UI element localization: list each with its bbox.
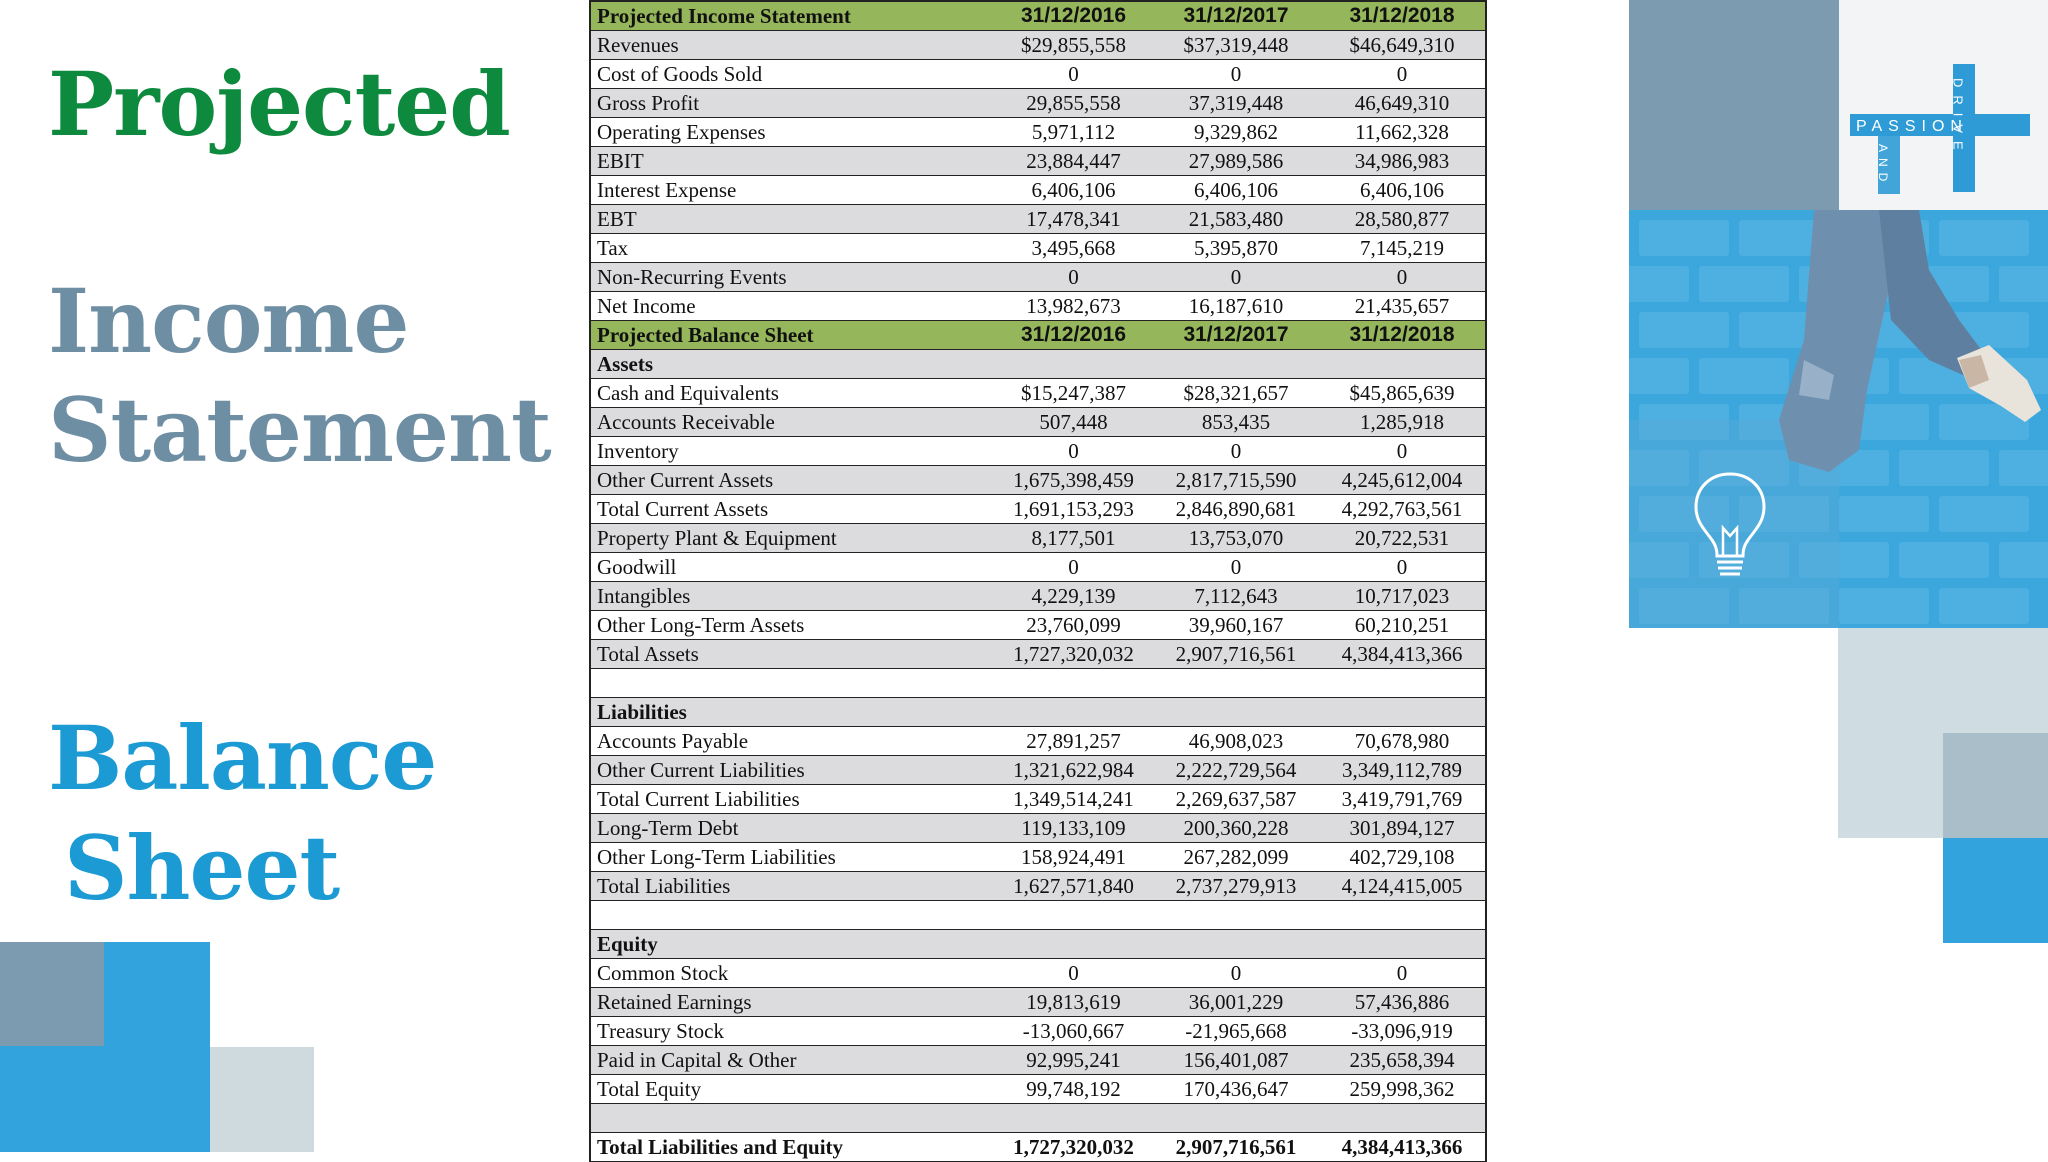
balance-sheet-row-property-plant-equipment xyxy=(589,524,1487,553)
row-label-cell: Cash and Equivalents xyxy=(589,379,992,408)
row-label-cell: Accounts Payable xyxy=(589,727,992,756)
balance-sheet-row-treasury-stock xyxy=(589,1017,1487,1046)
value-cell: 37,319,448 xyxy=(1155,89,1317,118)
deco-rect-gray-r2 xyxy=(1943,733,2048,838)
value-cell: 170,436,647 xyxy=(1155,1075,1317,1104)
value-cell xyxy=(1317,930,1487,959)
value-cell: 31/12/2016 xyxy=(992,1,1155,31)
balance-sheet-row-total-equity xyxy=(589,1075,1487,1104)
value-cell: 9,329,862 xyxy=(1155,118,1317,147)
value-cell: 34,986,983 xyxy=(1317,147,1487,176)
row-label-cell: Non-Recurring Events xyxy=(589,263,992,292)
value-cell: 1,627,571,840 xyxy=(992,872,1155,901)
row-label-cell: Inventory xyxy=(589,437,992,466)
value-cell: 4,384,413,366 xyxy=(1317,640,1487,669)
value-cell xyxy=(1317,350,1487,379)
balance-sheet-row-intangibles xyxy=(589,582,1487,611)
value-cell: 0 xyxy=(1155,553,1317,582)
balance-sheet-spacer-row xyxy=(589,669,1487,698)
value-cell: 13,753,070 xyxy=(1155,524,1317,553)
value-cell: 119,133,109 xyxy=(992,814,1155,843)
passion-drive-logo xyxy=(1850,64,2030,194)
balance-sheet-spacer-row xyxy=(589,901,1487,930)
value-cell: $28,321,657 xyxy=(1155,379,1317,408)
value-cell: 1,349,514,241 xyxy=(992,785,1155,814)
row-label-cell: Other Long-Term Liabilities xyxy=(589,843,992,872)
row-label-cell xyxy=(589,1104,992,1133)
value-cell: 4,229,139 xyxy=(992,582,1155,611)
value-cell: -33,096,919 xyxy=(1317,1017,1487,1046)
row-label-cell: Assets xyxy=(589,350,992,379)
value-cell: 6,406,106 xyxy=(1317,176,1487,205)
value-cell xyxy=(1317,901,1487,930)
title-income: Income xyxy=(48,269,409,373)
income-statement-row-non-recurring-events xyxy=(589,263,1487,292)
value-cell xyxy=(992,930,1155,959)
value-cell: 23,884,447 xyxy=(992,147,1155,176)
value-cell: $29,855,558 xyxy=(992,31,1155,60)
row-label-cell xyxy=(589,901,992,930)
value-cell: 200,360,228 xyxy=(1155,814,1317,843)
value-cell xyxy=(1317,669,1487,698)
value-cell: 2,907,716,561 xyxy=(1155,1133,1317,1162)
value-cell: 1,691,153,293 xyxy=(992,495,1155,524)
value-cell: 23,760,099 xyxy=(992,611,1155,640)
value-cell: $45,865,639 xyxy=(1317,379,1487,408)
value-cell: 0 xyxy=(1155,60,1317,89)
value-cell: -13,060,667 xyxy=(992,1017,1155,1046)
title-projected: Projected xyxy=(48,52,510,156)
value-cell: 156,401,087 xyxy=(1155,1046,1317,1075)
row-label-cell: Other Long-Term Assets xyxy=(589,611,992,640)
value-cell: 507,448 xyxy=(992,408,1155,437)
value-cell: 7,145,219 xyxy=(1317,234,1487,263)
value-cell: 28,580,877 xyxy=(1317,205,1487,234)
value-cell xyxy=(992,669,1155,698)
balance-sheet-row-other-long-term-liabilities xyxy=(589,843,1487,872)
title-balance: Balance xyxy=(48,706,437,810)
value-cell: 16,187,610 xyxy=(1155,292,1317,321)
deco-square-slate-bl xyxy=(0,942,104,1046)
value-cell: 6,406,106 xyxy=(992,176,1155,205)
value-cell: 4,245,612,004 xyxy=(1317,466,1487,495)
row-label-cell: Revenues xyxy=(589,31,992,60)
svg-text:PASSION: PASSION xyxy=(1856,118,1968,135)
balance-sheet-row-common-stock xyxy=(589,959,1487,988)
balance-sheet-row-total-liabilities xyxy=(589,872,1487,901)
value-cell: 0 xyxy=(992,60,1155,89)
row-label-cell: Total Liabilities and Equity xyxy=(589,1133,992,1162)
row-label-cell: EBIT xyxy=(589,147,992,176)
value-cell: 0 xyxy=(1317,437,1487,466)
value-cell: 31/12/2018 xyxy=(1317,321,1487,350)
income-statement-row-gross-profit xyxy=(589,89,1487,118)
value-cell: 4,292,763,561 xyxy=(1317,495,1487,524)
value-cell: 39,960,167 xyxy=(1155,611,1317,640)
row-label-cell: Projected Income Statement xyxy=(589,1,992,31)
row-label-cell: Property Plant & Equipment xyxy=(589,524,992,553)
balance-sheet-row-total-current-assets xyxy=(589,495,1487,524)
value-cell xyxy=(1155,901,1317,930)
value-cell xyxy=(1317,698,1487,727)
balance-sheet-row-goodwill xyxy=(589,553,1487,582)
value-cell: 70,678,980 xyxy=(1317,727,1487,756)
balance-sheet-row-equity xyxy=(589,930,1487,959)
row-label-cell: Goodwill xyxy=(589,553,992,582)
balance-sheet-row-other-long-term-assets xyxy=(589,611,1487,640)
row-label-cell: Retained Earnings xyxy=(589,988,992,1017)
row-label-cell: Cost of Goods Sold xyxy=(589,60,992,89)
value-cell: 21,435,657 xyxy=(1317,292,1487,321)
value-cell: 31/12/2018 xyxy=(1317,1,1487,31)
row-label-cell: Other Current Assets xyxy=(589,466,992,495)
value-cell: 4,384,413,366 xyxy=(1317,1133,1487,1162)
value-cell: $15,247,387 xyxy=(992,379,1155,408)
value-cell: 0 xyxy=(1155,263,1317,292)
value-cell: 402,729,108 xyxy=(1317,843,1487,872)
value-cell xyxy=(1155,350,1317,379)
value-cell xyxy=(1317,1104,1487,1133)
balance-sheet-row-other-current-assets xyxy=(589,466,1487,495)
value-cell: 21,583,480 xyxy=(1155,205,1317,234)
value-cell: 5,395,870 xyxy=(1155,234,1317,263)
value-cell: 5,971,112 xyxy=(992,118,1155,147)
balance-sheet-row-paid-in-capital-other xyxy=(589,1046,1487,1075)
row-label-cell: Paid in Capital & Other xyxy=(589,1046,992,1075)
deco-square-slate-tr xyxy=(1629,0,1839,210)
row-label-cell: Equity xyxy=(589,930,992,959)
row-label-cell: Projected Balance Sheet xyxy=(589,321,992,350)
value-cell xyxy=(1155,698,1317,727)
value-cell: 2,222,729,564 xyxy=(1155,756,1317,785)
value-cell: 31/12/2017 xyxy=(1155,321,1317,350)
balance-sheet-row-accounts-payable xyxy=(589,727,1487,756)
value-cell: 10,717,023 xyxy=(1317,582,1487,611)
row-label-cell: Gross Profit xyxy=(589,89,992,118)
balance-sheet-row-other-current-liabilities xyxy=(589,756,1487,785)
value-cell: 1,321,622,984 xyxy=(992,756,1155,785)
value-cell: 0 xyxy=(992,959,1155,988)
row-label-cell: Tax xyxy=(589,234,992,263)
value-cell xyxy=(1155,669,1317,698)
row-label-cell: Total Current Liabilities xyxy=(589,785,992,814)
balance-sheet-row-assets xyxy=(589,350,1487,379)
balance-sheet-row-liabilities xyxy=(589,698,1487,727)
value-cell: $46,649,310 xyxy=(1317,31,1487,60)
row-label-cell: EBT xyxy=(589,205,992,234)
value-cell: 29,855,558 xyxy=(992,89,1155,118)
value-cell: 57,436,886 xyxy=(1317,988,1487,1017)
value-cell xyxy=(992,1104,1155,1133)
row-label-cell: Interest Expense xyxy=(589,176,992,205)
financial-statements-table xyxy=(589,0,1487,1162)
value-cell: 4,124,415,005 xyxy=(1317,872,1487,901)
value-cell: 60,210,251 xyxy=(1317,611,1487,640)
balance-sheet-row-total-liabilities-and-equity xyxy=(589,1133,1487,1162)
value-cell: 46,649,310 xyxy=(1317,89,1487,118)
value-cell: 158,924,491 xyxy=(992,843,1155,872)
value-cell: 99,748,192 xyxy=(992,1075,1155,1104)
value-cell: 19,813,619 xyxy=(992,988,1155,1017)
balance-sheet-row-retained-earnings xyxy=(589,988,1487,1017)
table-left-border xyxy=(589,0,591,1162)
value-cell: 1,727,320,032 xyxy=(992,640,1155,669)
table-right-border xyxy=(1485,0,1487,1162)
value-cell: 13,982,673 xyxy=(992,292,1155,321)
row-label-cell: Operating Expenses xyxy=(589,118,992,147)
balance-sheet-row-accounts-receivable xyxy=(589,408,1487,437)
income-statement-row-interest-expense xyxy=(589,176,1487,205)
value-cell: 267,282,099 xyxy=(1155,843,1317,872)
balance-sheet-row-inventory xyxy=(589,437,1487,466)
row-label-cell: Accounts Receivable xyxy=(589,408,992,437)
row-label-cell: Common Stock xyxy=(589,959,992,988)
value-cell: 27,891,257 xyxy=(992,727,1155,756)
value-cell: 36,001,229 xyxy=(1155,988,1317,1017)
income-balance-table xyxy=(589,0,1487,1162)
value-cell xyxy=(992,350,1155,379)
income-statement-row-revenues xyxy=(589,31,1487,60)
value-cell xyxy=(992,698,1155,727)
value-cell: 235,658,394 xyxy=(1317,1046,1487,1075)
value-cell: 7,112,643 xyxy=(1155,582,1317,611)
value-cell: 0 xyxy=(1317,553,1487,582)
value-cell: 0 xyxy=(1155,959,1317,988)
value-cell: 17,478,341 xyxy=(992,205,1155,234)
row-label-cell: Total Current Assets xyxy=(589,495,992,524)
value-cell: 31/12/2016 xyxy=(992,321,1155,350)
value-cell xyxy=(1155,930,1317,959)
row-label-cell: Long-Term Debt xyxy=(589,814,992,843)
svg-text:AND: AND xyxy=(1876,144,1890,188)
row-label-cell: Liabilities xyxy=(589,698,992,727)
value-cell xyxy=(992,901,1155,930)
balance-sheet-spacer-row xyxy=(589,1104,1487,1133)
value-cell: 11,662,328 xyxy=(1317,118,1487,147)
value-cell: 0 xyxy=(1155,437,1317,466)
value-cell: 3,495,668 xyxy=(992,234,1155,263)
value-cell: 3,419,791,769 xyxy=(1317,785,1487,814)
income-statement-row-cost-of-goods-sold xyxy=(589,60,1487,89)
value-cell: 2,269,637,587 xyxy=(1155,785,1317,814)
value-cell: 2,737,279,913 xyxy=(1155,872,1317,901)
balance-sheet-header-row xyxy=(589,321,1487,350)
svg-text:DRIVE: DRIVE xyxy=(1950,78,1966,158)
title-sheet: Sheet xyxy=(64,816,340,920)
balance-sheet-row-total-assets xyxy=(589,640,1487,669)
value-cell: 20,722,531 xyxy=(1317,524,1487,553)
value-cell: $37,319,448 xyxy=(1155,31,1317,60)
deco-square-light-bl xyxy=(210,1047,314,1152)
row-label-cell: Net Income xyxy=(589,292,992,321)
value-cell: 31/12/2017 xyxy=(1155,1,1317,31)
row-label-cell: Intangibles xyxy=(589,582,992,611)
income-statement-row-tax xyxy=(589,234,1487,263)
deco-rect-blue-r3 xyxy=(1943,838,2048,943)
value-cell: 2,907,716,561 xyxy=(1155,640,1317,669)
value-cell: 0 xyxy=(1317,263,1487,292)
value-cell: 301,894,127 xyxy=(1317,814,1487,843)
value-cell: 0 xyxy=(992,437,1155,466)
value-cell: 46,908,023 xyxy=(1155,727,1317,756)
value-cell: 0 xyxy=(992,553,1155,582)
value-cell xyxy=(1155,1104,1317,1133)
balance-sheet-row-total-current-liabilities xyxy=(589,785,1487,814)
income-statement-row-net-income xyxy=(589,292,1487,321)
row-label-cell: Total Liabilities xyxy=(589,872,992,901)
row-label-cell: Total Assets xyxy=(589,640,992,669)
value-cell: 8,177,501 xyxy=(992,524,1155,553)
title-statement: Statement xyxy=(48,378,551,482)
value-cell: 3,349,112,789 xyxy=(1317,756,1487,785)
value-cell: 0 xyxy=(1317,60,1487,89)
income-statement-row-ebit xyxy=(589,147,1487,176)
value-cell: 259,998,362 xyxy=(1317,1075,1487,1104)
row-label-cell: Total Equity xyxy=(589,1075,992,1104)
value-cell: 92,995,241 xyxy=(992,1046,1155,1075)
income-statement-header-row xyxy=(589,1,1487,31)
value-cell: 27,989,586 xyxy=(1155,147,1317,176)
value-cell: 6,406,106 xyxy=(1155,176,1317,205)
row-label-cell: Other Current Liabilities xyxy=(589,756,992,785)
income-statement-row-ebt xyxy=(589,205,1487,234)
row-label-cell xyxy=(589,669,992,698)
value-cell: 0 xyxy=(992,263,1155,292)
value-cell: 1,285,918 xyxy=(1317,408,1487,437)
balance-sheet-row-long-term-debt xyxy=(589,814,1487,843)
value-cell: -21,965,668 xyxy=(1155,1017,1317,1046)
value-cell: 2,846,890,681 xyxy=(1155,495,1317,524)
income-statement-row-operating-expenses xyxy=(589,118,1487,147)
value-cell: 0 xyxy=(1317,959,1487,988)
value-cell: 1,675,398,459 xyxy=(992,466,1155,495)
value-cell: 2,817,715,590 xyxy=(1155,466,1317,495)
value-cell: 1,727,320,032 xyxy=(992,1133,1155,1162)
lightbulb-icon xyxy=(1690,470,1770,582)
value-cell: 853,435 xyxy=(1155,408,1317,437)
balance-sheet-row-cash-and-equivalents xyxy=(589,379,1487,408)
row-label-cell: Treasury Stock xyxy=(589,1017,992,1046)
